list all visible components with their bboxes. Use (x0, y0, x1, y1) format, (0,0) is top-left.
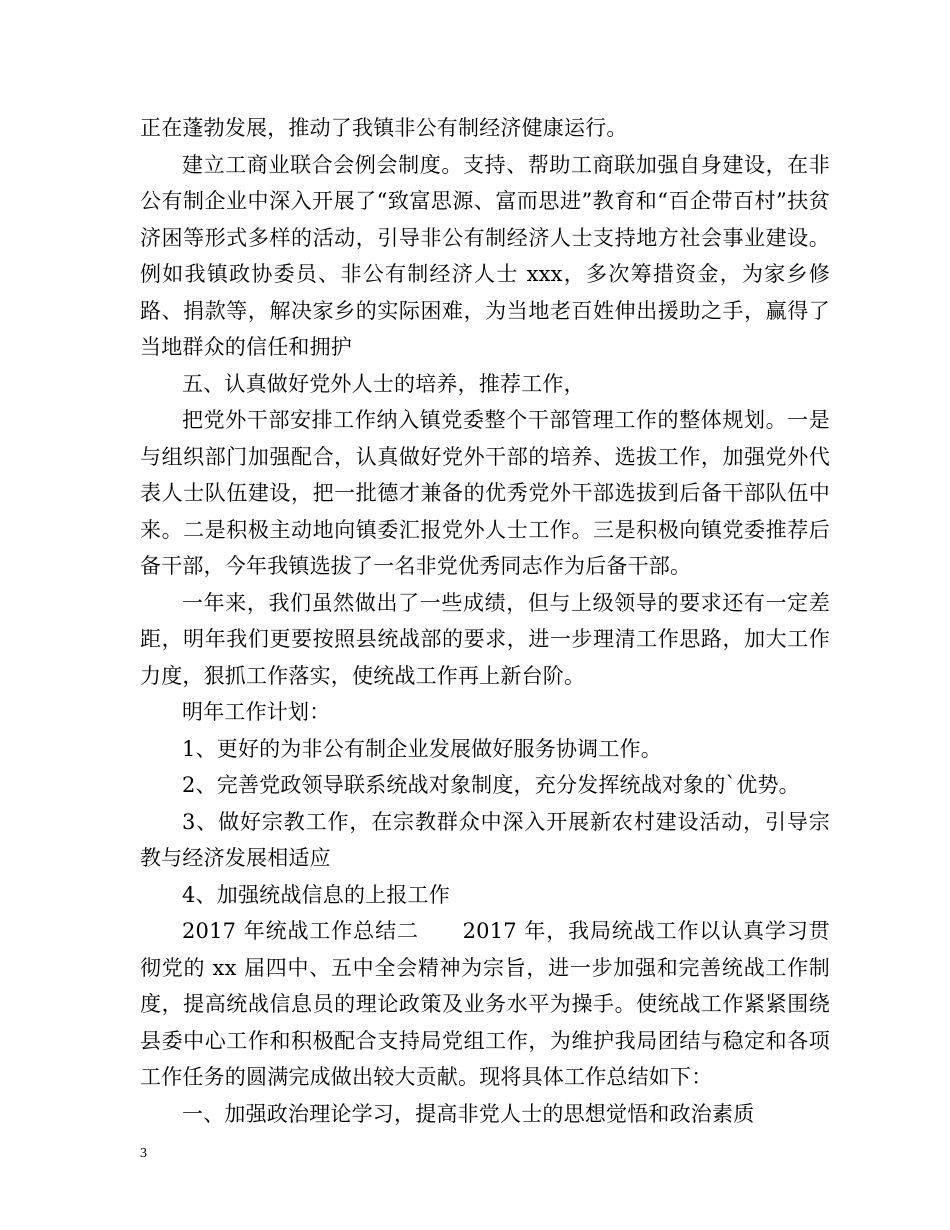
paragraph-continuation: 正在蓬勃发展，推动了我镇非公有制经济健康运行。 (140, 116, 628, 140)
document-body (140, 110, 830, 1132)
plan-item-4: 4、加强统战信息的上报工作 (182, 882, 450, 907)
section-heading-one: 一、加强政治理论学习，提高非党人士的思想觉悟和政治素质 (182, 1101, 755, 1126)
plan-item-1: 1、更好的为非公有制企业发展做好服务协调工作。 (182, 736, 662, 761)
paragraph-summary-two: 2017 年统战工作总结二 2017 年，我局统战工作以认真学习贯彻党的 xx 届四中、五中全会精神为宗旨，进一步加强和完善统战工作制度，提高统战信息员的理论政策及业务水平为操手。使统战工作紧紧围绕县委中心工作和积极配合支持局党组工作，为维护我局团结与稳定和各项工作任务的圆满完成做出较大贡献。现将具体工作总结如下： (140, 919, 830, 1089)
page-number: 3 (140, 1146, 147, 1161)
plan-item-3: 3、做好宗教工作，在宗教群众中深入开展新农村建设活动，引导宗教与经济发展相适应 (140, 809, 830, 870)
paragraph-chamber-of-commerce: 建立工商业联合会例会制度。支持、帮助工商联加强自身建设，在非公有制企业中深入开展了“致富思源、富而思进”教育和“百企带百村”扶贫济困等形式多样的活动，引导非公有制经济人士支持地方社会事业建设。例如我镇政协委员、非公有制经济人士 xxx，多次筹措资金，为家乡修路、捐款等，解决家乡的实际困难，为当地老百姓伸出援助之手，赢得了当地群众的信任和拥护 (140, 152, 830, 359)
plan-heading: 明年工作计划： (182, 700, 331, 724)
paragraph-cadre-planning: 把党外干部安排工作纳入镇党委整个干部管理工作的整体规划。一是与组织部门加强配合，认真做好党外干部的培养、选拔工作，加强党外代表人士队伍建设，把一批德才兼备的优秀党外干部选拔到后备干部队伍中来。二是积极主动地向镇委汇报党外人士工作。三是积极向镇党委推荐后备干部，今年我镇选拔了一名非党优秀同志作为后备干部。 (140, 408, 830, 578)
paragraph-year-summary: 一年来，我们虽然做出了一些成绩，但与上级领导的要求还有一定差距，明年我们更要按照县统战部的要求，进一步理清工作思路，加大工作力度，狠抓工作落实，使统战工作再上新台阶。 (140, 590, 830, 688)
plan-item-2: 2、完善党政领导联系统战对象制度，充分发挥统战对象的`优势。 (182, 773, 800, 797)
section-heading-five: 五、认真做好党外人士的培养，推荐工作， (182, 371, 585, 396)
